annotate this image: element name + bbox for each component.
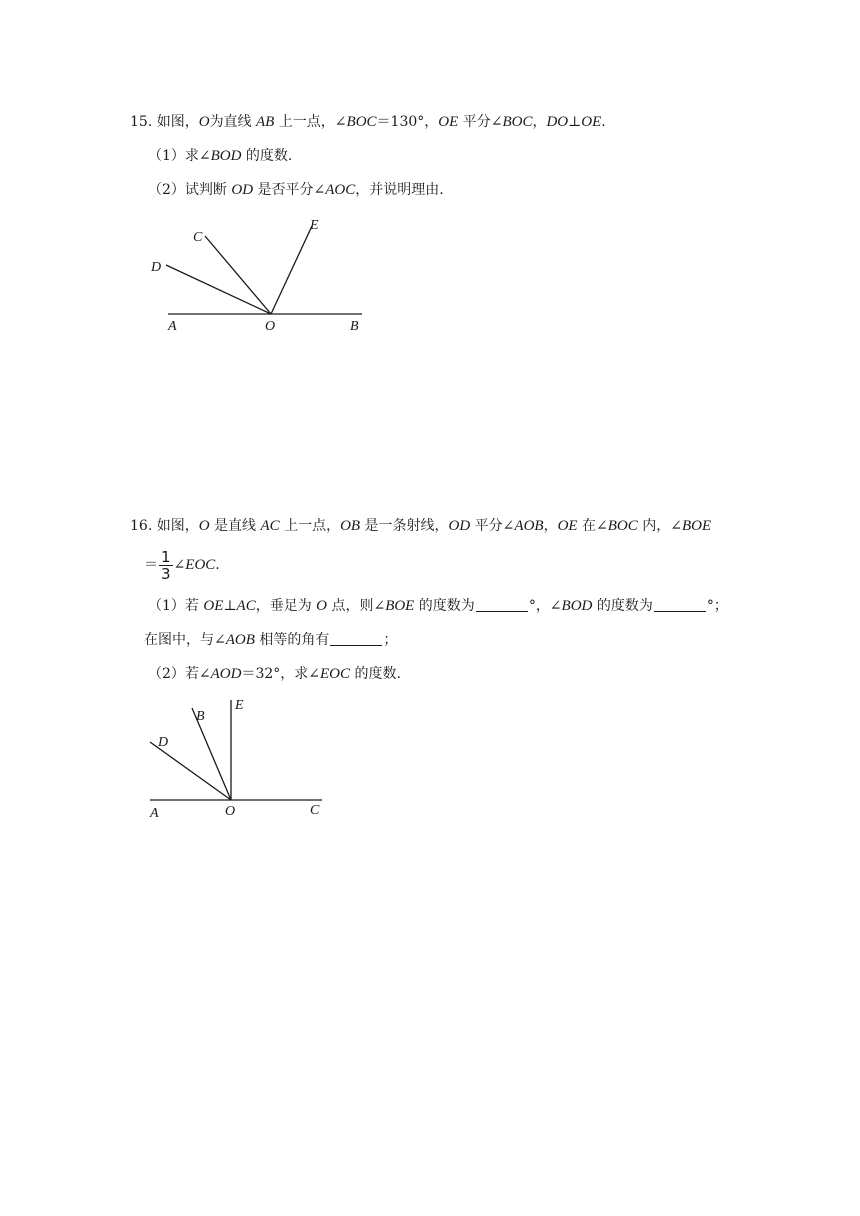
text-run: 上一点，∠ bbox=[274, 114, 347, 130]
text-run: ∠ bbox=[173, 557, 186, 573]
answer-blank bbox=[654, 597, 706, 612]
q16-label-d: D bbox=[158, 735, 169, 750]
q15-label-e: E bbox=[310, 218, 319, 233]
q15-label-c: C bbox=[193, 230, 203, 245]
math-variable: BOC bbox=[346, 114, 377, 130]
text-run: 的度数为 bbox=[414, 598, 475, 614]
q15-figure bbox=[140, 208, 380, 338]
text-run: ⊥ bbox=[223, 598, 237, 614]
math-variable: AOB bbox=[514, 518, 544, 534]
text-run: °； bbox=[706, 598, 728, 614]
math-variable: OD bbox=[448, 518, 471, 534]
text-run: （1）求∠ bbox=[148, 148, 211, 164]
q16-stem-line1 bbox=[130, 516, 711, 536]
math-variable: OE bbox=[581, 114, 602, 130]
text-run: 的度数为 bbox=[592, 598, 653, 614]
text-run: 如图， bbox=[156, 114, 199, 130]
math-variable: BOE bbox=[385, 598, 415, 614]
text-run: ， bbox=[543, 518, 558, 534]
text-run: （2）试判断 bbox=[148, 182, 232, 198]
q16-label-a: A bbox=[150, 806, 159, 821]
q16-label-c: C bbox=[310, 803, 320, 818]
math-variable: AOC bbox=[325, 182, 356, 198]
text-run: 是一条射线， bbox=[360, 518, 449, 534]
math-variable: OE bbox=[203, 598, 224, 614]
q16-label-e: E bbox=[235, 698, 244, 713]
q15-stem-text bbox=[157, 114, 606, 130]
text-run: 点，则∠ bbox=[327, 598, 386, 614]
q15-label-o: O bbox=[265, 319, 276, 334]
text-run: 在∠ bbox=[577, 518, 608, 534]
text-run: ＝32°，求∠ bbox=[241, 666, 321, 682]
math-variable: OE bbox=[438, 114, 459, 130]
q15-number: 15. bbox=[130, 114, 153, 130]
q16-label-b: B bbox=[196, 709, 205, 724]
answer-blank bbox=[476, 597, 528, 612]
text-run: . bbox=[601, 114, 606, 130]
math-variable: BOC bbox=[502, 114, 533, 130]
text-run: 为直线 bbox=[209, 114, 257, 130]
math-variable: EOC bbox=[185, 557, 216, 573]
text-run: 是否平分∠ bbox=[253, 182, 326, 198]
math-variable: O bbox=[316, 598, 327, 614]
math-variable: O bbox=[198, 518, 210, 534]
math-variable: BOD bbox=[561, 598, 593, 614]
text-run: 的度数. bbox=[350, 666, 401, 682]
q15-ray-oe bbox=[271, 226, 312, 314]
q15-ray-oc bbox=[205, 236, 271, 314]
text-run: °，∠ bbox=[528, 598, 562, 614]
text-run: ； bbox=[383, 632, 398, 648]
math-variable: OD bbox=[231, 182, 254, 198]
math-variable: BOE bbox=[681, 518, 712, 534]
text-run: 上一点， bbox=[279, 518, 341, 534]
text-run: （1）若 bbox=[148, 598, 204, 614]
text-run: 相等的角有 bbox=[254, 632, 330, 648]
text-run: 如图， bbox=[156, 518, 199, 534]
text-run: 平分∠ bbox=[470, 518, 515, 534]
text-run: 在图中，与∠ bbox=[144, 632, 226, 648]
math-variable: O bbox=[198, 114, 210, 130]
math-variable: AOB bbox=[225, 632, 255, 648]
text-run: （2）若∠ bbox=[148, 666, 211, 682]
text-run: 平分∠ bbox=[458, 114, 503, 130]
text-run: ， bbox=[532, 114, 547, 130]
q15-label-d: D bbox=[151, 260, 162, 275]
text-run: ⊥ bbox=[568, 114, 582, 130]
math-variable: BOD bbox=[210, 148, 242, 164]
q15-label-a: A bbox=[168, 319, 177, 334]
q16-stem-line2 bbox=[144, 546, 220, 584]
q16-label-o: O bbox=[225, 804, 236, 819]
q15-ray-od bbox=[166, 265, 271, 314]
math-variable: AC bbox=[260, 518, 280, 534]
q16-part2 bbox=[148, 664, 401, 684]
q16-equals: ＝ bbox=[144, 557, 158, 573]
q15-label-b: B bbox=[350, 319, 359, 334]
math-variable: OE bbox=[557, 518, 578, 534]
answer-blank bbox=[330, 631, 382, 646]
q15-stem bbox=[130, 112, 606, 132]
q16-stem-line2-suffix bbox=[174, 557, 220, 573]
text-run: ，垂足为 bbox=[255, 598, 317, 614]
q16-figure bbox=[140, 690, 340, 825]
math-variable: DO bbox=[546, 114, 569, 130]
math-variable: AC bbox=[236, 598, 256, 614]
q16-part1-line2 bbox=[144, 630, 397, 650]
q16-fraction-denominator: 3 bbox=[161, 564, 171, 583]
math-variable: BOC bbox=[607, 518, 638, 534]
text-run: 的度数. bbox=[241, 148, 293, 164]
math-variable: OB bbox=[340, 518, 361, 534]
q16-stem-text bbox=[157, 518, 711, 534]
text-run: . bbox=[215, 557, 220, 573]
q15-part1 bbox=[148, 146, 292, 166]
math-variable: EOC bbox=[320, 666, 351, 682]
text-run: 内，∠ bbox=[637, 518, 682, 534]
q15-part2 bbox=[148, 180, 444, 200]
q16-part1-line1 bbox=[148, 596, 728, 616]
q16-fraction-numerator: 1 bbox=[161, 547, 171, 566]
text-run: 是直线 bbox=[209, 518, 261, 534]
q16-fraction bbox=[159, 549, 173, 582]
q16-number: 16. bbox=[130, 518, 153, 534]
math-variable: AOD bbox=[210, 666, 242, 682]
math-variable: AB bbox=[256, 114, 275, 130]
text-run: ＝130°， bbox=[376, 114, 439, 130]
text-run: ，并说明理由. bbox=[355, 182, 444, 198]
